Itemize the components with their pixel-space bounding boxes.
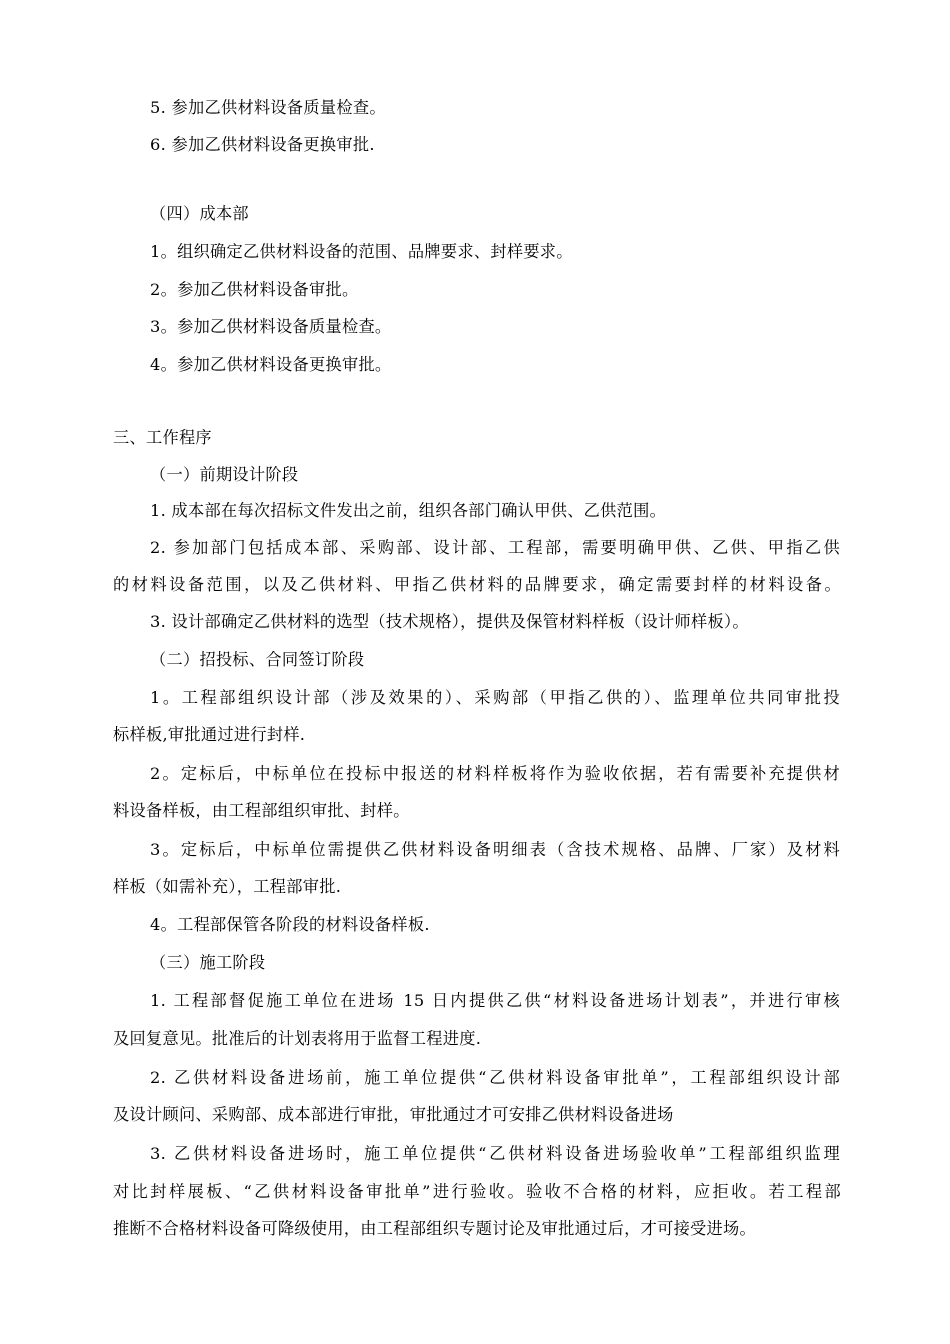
- construction-item-1-line-2: 及回复意见。批准后的计划表将用于监督工程进度.: [113, 1029, 482, 1048]
- bidding-item-2-line-2: 料设备样板，由工程部组织审批、封样。: [113, 801, 410, 820]
- bidding-item-4: 4。工程部保管各阶段的材料设备样板.: [150, 915, 430, 934]
- construction-item-1-line-1: 1. 工程部督促施工单位在进场 15 日内提供乙供“材料设备进场计划表”，并进行审核: [150, 991, 840, 1010]
- construction-item-2-line-1: 2. 乙供材料设备进场前，施工单位提供“乙供材料设备审批单”，工程部组织设计部: [150, 1068, 840, 1087]
- bidding-item-1-line-1: 1。工程部组织设计部（涉及效果的）、采购部（甲指乙供的）、监理单位共同审批投: [150, 688, 840, 707]
- cost-item-1: 1。组织确定乙供材料设备的范围、品牌要求、封样要求。: [150, 242, 573, 261]
- bidding-item-3-line-1: 3。定标后，中标单位需提供乙供材料设备明细表（含技术规格、品牌、厂家）及材料: [150, 840, 840, 859]
- construction-item-3-line-3: 推断不合格材料设备可降级使用，由工程部组织专题讨论及审批通过后，才可接受进场。: [113, 1219, 757, 1238]
- design-item-1: 1. 成本部在每次招标文件发出之前，组织各部门确认甲供、乙供范围。: [150, 501, 667, 520]
- construction-item-3-line-1: 3. 乙供材料设备进场时，施工单位提供“乙供材料设备进场验收单”工程部组织监理: [150, 1144, 840, 1163]
- cost-item-4: 4。参加乙供材料设备更换审批。: [150, 355, 392, 374]
- design-item-3: 3. 设计部确定乙供材料的选型（技术规格），提供及保管材料样板（设计师样板）。: [150, 612, 749, 631]
- design-item-2-line-2: 的材料设备范围，以及乙供材料、甲指乙供材料的品牌要求，确定需要封样的材料设备。: [113, 575, 841, 594]
- chapter-heading-work-procedure: 三、工作程序: [113, 428, 212, 447]
- construction-item-2-line-2: 及设计顾问、采购部、成本部进行审批，审批通过才可安排乙供材料设备进场: [113, 1105, 674, 1124]
- construction-item-3-line-2: 对比封样展板、“乙供材料设备审批单”进行验收。验收不合格的材料，应拒收。若工程部: [113, 1182, 841, 1201]
- item-6-replacement-approval: 6. 参加乙供材料设备更换审批.: [150, 135, 375, 154]
- bidding-item-2-line-1: 2。定标后，中标单位在投标中报送的材料样板将作为验收依据，若有需要补充提供材: [150, 764, 840, 783]
- subsection-heading-bidding-stage: （二）招投标、合同签订阶段: [150, 650, 365, 669]
- item-5-quality-check: 5. 参加乙供材料设备质量检查。: [150, 98, 386, 117]
- subsection-heading-construction-stage: （三）施工阶段: [150, 953, 266, 972]
- cost-item-2: 2。参加乙供材料设备审批。: [150, 280, 359, 299]
- bidding-item-1-line-2: 标样板,审批通过进行封样.: [113, 725, 306, 744]
- bidding-item-3-line-2: 样板（如需补充），工程部审批.: [113, 877, 342, 896]
- section-heading-cost-dept: （四）成本部: [150, 204, 249, 223]
- subsection-heading-design-stage: （一）前期设计阶段: [150, 465, 299, 484]
- cost-item-3: 3。参加乙供材料设备质量检查。: [150, 317, 392, 336]
- design-item-2-line-1: 2. 参加部门包括成本部、采购部、设计部、工程部，需要明确甲供、乙供、甲指乙供: [150, 538, 840, 557]
